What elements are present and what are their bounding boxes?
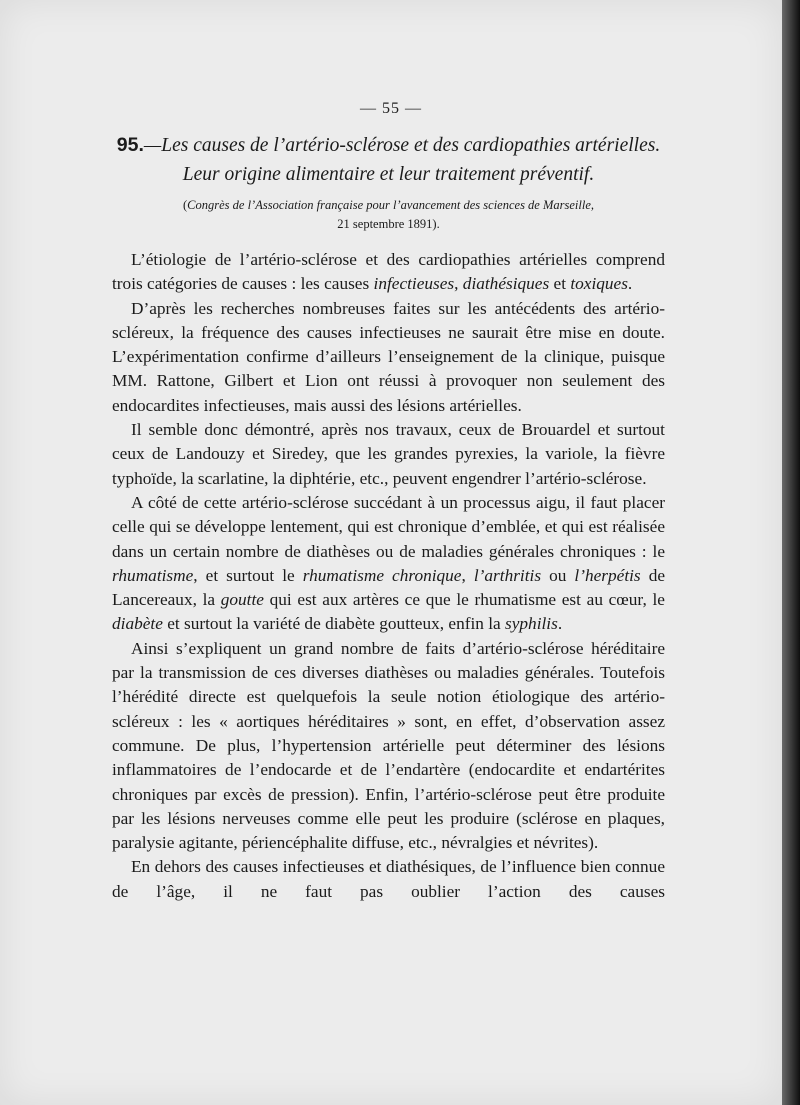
emphasis-diathesiques: diathésiques bbox=[462, 274, 550, 294]
emphasis-arthritis: l’arthritis bbox=[473, 565, 542, 585]
paragraph-4 bbox=[112, 491, 665, 637]
text-run: et bbox=[549, 274, 571, 294]
text-run: de Lancereaux, la bbox=[112, 565, 666, 610]
source-reference bbox=[112, 196, 665, 234]
source-open-paren: ( bbox=[182, 198, 188, 212]
emphasis-goutte: goutte bbox=[220, 590, 264, 610]
title-line-1: Les causes de l’artério-sclérose et des cardiopathies artérielles. bbox=[161, 135, 661, 156]
article-body bbox=[112, 248, 665, 904]
emphasis-infectieuses: infectieuses bbox=[373, 274, 455, 294]
article-number: 95. bbox=[116, 134, 144, 156]
paragraph-5: Ainsi s’expliquent un grand nombre de faits d’artério-sclérose héréditaire par la transmission de ces diverses diathèses ou maladies générales. Toutefois l’hérédité directe est quelquefois la seule notion étiologique des artério-scléreux : les « aortiques héréditaires » sont, en effet, d’observation assez commune. De plus, l’hypertension artérielle peut déterminer des lésions inflammatoires de l’endocarde et de l’endartère (endocardite et endartérites chroniques par excès de pression). Enfin, l’artério-sclérose peut être produite par les lésions nerveuses comme elle peut les produire (sclérose en plaques, paralysie agitante, périencéphalite diffuse, etc., névralgies et névrites). bbox=[112, 638, 665, 853]
text-run: ou bbox=[541, 565, 575, 585]
article-title bbox=[112, 131, 665, 189]
text-run: qui est aux artères ce que le rhumatisme est au cœur, le bbox=[263, 590, 665, 610]
text-run: , et surtout le bbox=[193, 565, 303, 585]
paragraph-3: Il semble donc démontré, après nos travaux, ceux de Brouardel et surtout ceux de Landouzy et Siredey, que les grandes pyrexies, la variole, la fièvre typhoïde, la scarlatine, la diphtérie, etc., peuvent engendrer l’artério-sclérose. bbox=[112, 420, 665, 488]
emphasis-herpetis: l’herpétis bbox=[574, 565, 641, 585]
emphasis-rhumatisme: rhumatisme bbox=[112, 565, 194, 585]
text-run: , bbox=[454, 274, 463, 294]
source-date: 21 septembre 1891 bbox=[337, 217, 433, 231]
scan-dark-edge bbox=[782, 0, 800, 1105]
text-run: L’étiologie de l’artério-sclérose et des cardiopathies artérielles comprend trois catégories de causes : les causes bbox=[112, 250, 665, 294]
text-run: . bbox=[557, 614, 563, 634]
text-run: , bbox=[461, 565, 474, 585]
source-congress: Congrès de l’Association française pour l’avancement des sciences de Marseille, bbox=[187, 198, 595, 212]
paragraph-2: D’après les recherches nombreuses faites sur les antécédents des artério-scléreux, la fréquence des causes infectieuses ne saurait être mise en doute. L’expérimentation confirme d’ailleurs l’enseignement de la clinique, puisque MM. Rattone, Gilbert et Lion ont réussi à provoquer non seulement des endocardites infectieuses, mais aussi des lésions artérielles. bbox=[112, 298, 665, 415]
emphasis-syphilis: syphilis bbox=[505, 614, 558, 634]
text-run: . bbox=[627, 274, 633, 294]
emphasis-toxiques: toxiques bbox=[570, 274, 628, 294]
title-line-2: Leur origine alimentaire et leur traitement préventif. bbox=[182, 164, 595, 185]
paragraph-6: En dehors des causes infectieuses et diathésiques, de l’influence bien connue de l’âge, il ne faut pas oublier l’action des causes bbox=[112, 857, 665, 901]
paragraph-1 bbox=[112, 248, 665, 297]
text-run: et surtout la variété de diabète goutteux, enfin la bbox=[162, 614, 506, 634]
title-dash: — bbox=[143, 135, 162, 156]
emphasis-diabete: diabète bbox=[112, 614, 163, 634]
source-close-paren: ). bbox=[432, 217, 440, 231]
text-run: A côté de cette artério-sclérose succédant à un processus aigu, il faut placer celle qui se développe lentement, qui est chronique d’emblée, et qui est réalisée dans un certain nombre de diathèses ou de maladies générales chroniques : le bbox=[112, 492, 665, 561]
page-number: — 55 — bbox=[360, 100, 422, 117]
emphasis-rhumatisme-chronique: rhumatisme chronique bbox=[302, 565, 462, 585]
